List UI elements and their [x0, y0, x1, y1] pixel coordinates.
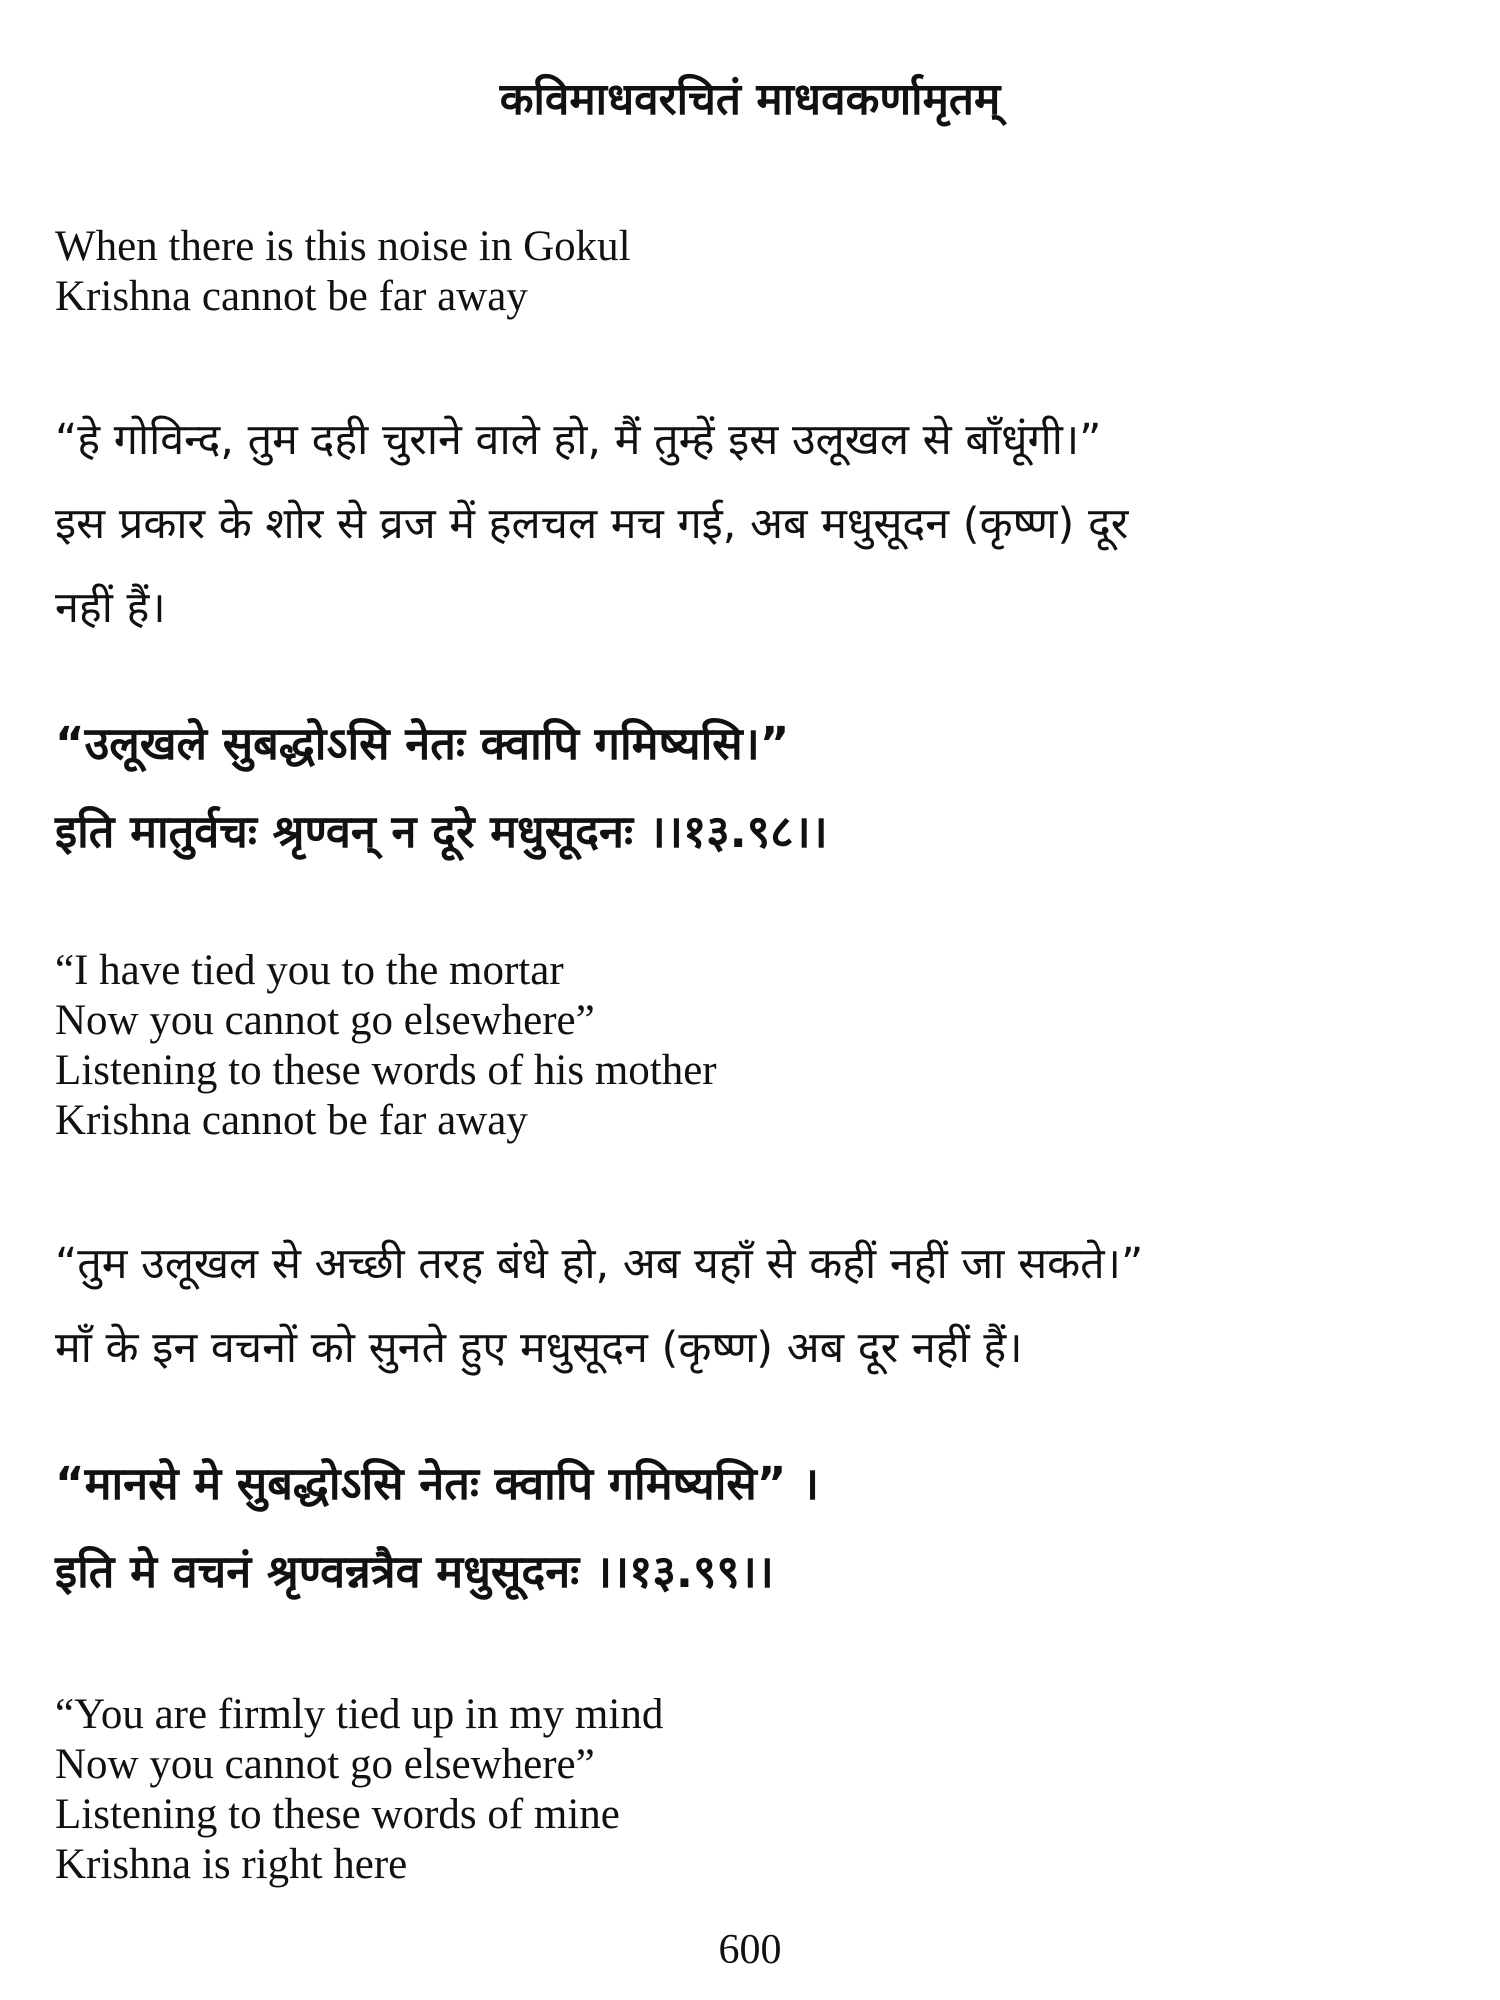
text-line: When there is this noise in Gokul — [55, 223, 631, 270]
english-translation-verse-13-99 — [55, 1690, 663, 1890]
verse-line: “उलूखले सुबद्धोऽसि नेतः क्वापि गमिष्यसि।” — [55, 717, 790, 770]
sanskrit-verse-13-98 — [55, 700, 828, 876]
english-translation-verse-13-98 — [55, 946, 717, 1146]
text-line: “हे गोविन्द, तुम दही चुराने वाले हो, मैं तुम्हें इस उलूखल से बाँधूंगी।” — [55, 415, 1102, 465]
text-line: Krishna is right here — [55, 1841, 408, 1888]
sanskrit-verse-13-99 — [55, 1440, 819, 1616]
verse-line: इति मातुर्वचः श्रृण्वन् न दूरे मधुसूदनः ।।१३.९८।। — [55, 805, 828, 858]
text-line: Listening to these words of mine — [55, 1791, 620, 1838]
page-title: कविमाधवरचितं माधवकर्णामृतम् — [499, 74, 1001, 125]
page-number: 600 — [718, 1927, 782, 1973]
text-line: इस प्रकार के शोर से व्रज में हलचल मच गई, अब मधुसूदन (कृष्ण) दूर — [55, 499, 1129, 549]
verse-line: “मानसे मे सुबद्धोऽसि नेतः क्वापि गमिष्यसि” । — [55, 1457, 820, 1510]
text-line: नहीं हैं। — [55, 583, 166, 633]
english-translation-block-1 — [55, 222, 631, 322]
text-line: “You are firmly tied up in my mind — [55, 1691, 664, 1738]
hindi-translation-verse-13-98 — [55, 1222, 1475, 1390]
text-line: माँ के इन वचनों को सुनते हुए मधुसूदन (कृष्ण) अब दूर नहीं हैं। — [55, 1323, 1023, 1373]
text-line: Now you cannot go elsewhere” — [55, 997, 595, 1044]
text-line: “तुम उलूखल से अच्छी तरह बंधे हो, अब यहाँ से कहीं नहीं जा सकते।” — [55, 1239, 1144, 1289]
text-line: Listening to these words of his mother — [55, 1047, 717, 1094]
text-line: Now you cannot go elsewhere” — [55, 1741, 595, 1788]
verse-line: इति मे वचनं श्रृण्वन्नत्रैव मधुसूदनः ।।१३.९९।। — [55, 1545, 774, 1598]
hindi-translation-block-1 — [55, 398, 1475, 650]
text-line: Krishna cannot be far away — [55, 1097, 528, 1144]
text-line: “I have tied you to the mortar — [55, 947, 564, 994]
text-line: Krishna cannot be far away — [55, 273, 528, 320]
